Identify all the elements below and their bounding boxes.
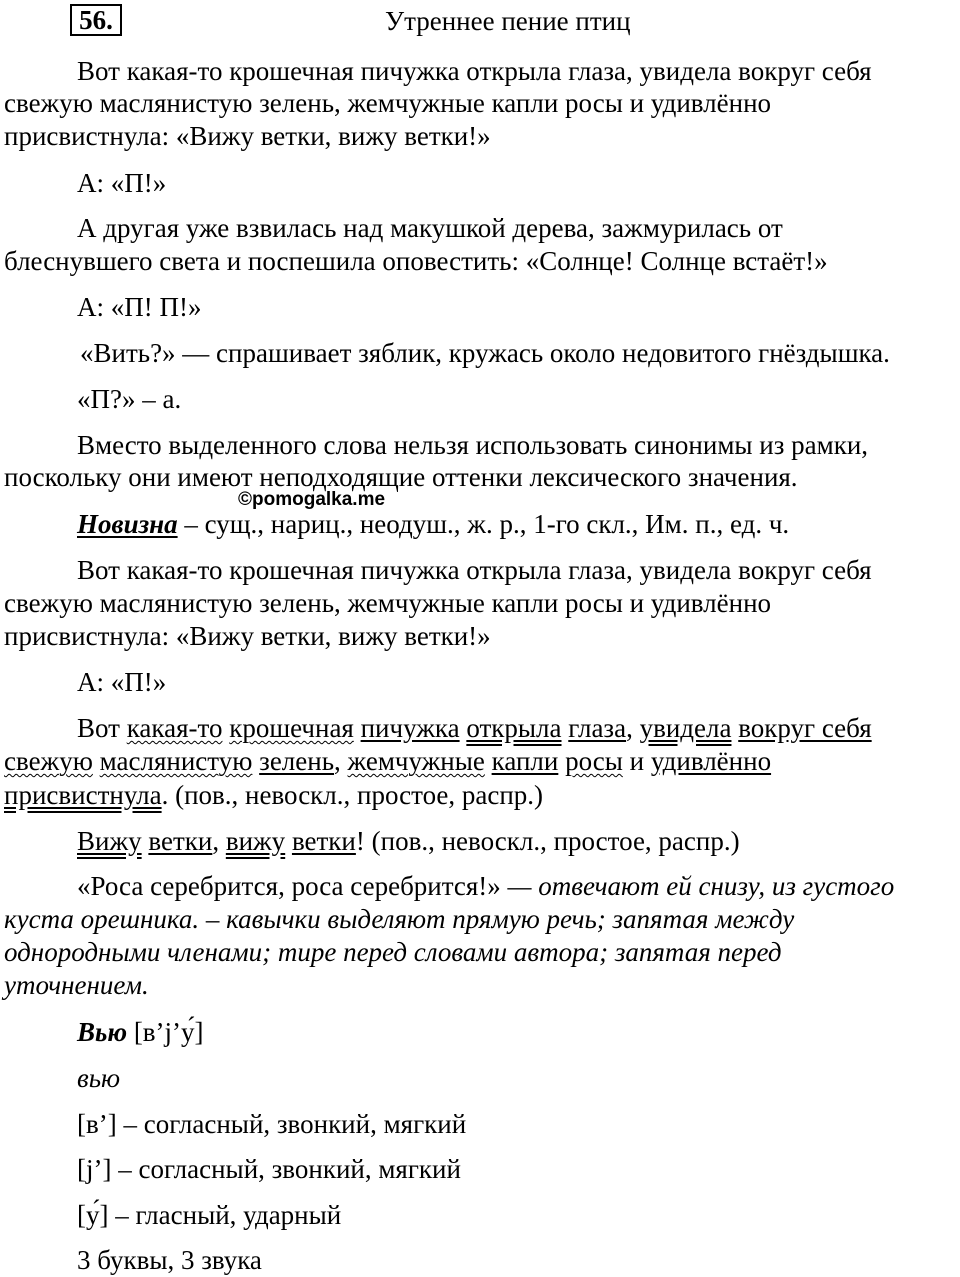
word-modifier: крошечная (229, 713, 354, 743)
text-line: Вот какая-то крошечная пичужка открыла глаза, увидела вокруг себя (77, 555, 872, 585)
text-line: свежую маслянистую зелень, жемчужные капли росы и удивлённо (4, 588, 772, 618)
sound-line: [в’] – согласный, звонкий, мягкий (77, 1109, 467, 1139)
phonetic-word: Вью (77, 1017, 128, 1047)
text-line: «Вить?» — спрашивает зяблик, кружась около недовитого гнёздышка. (80, 338, 890, 368)
answer-line: А: «П! П!» (77, 292, 202, 322)
text-line: присвистнула: «Вижу ветки, вижу ветки!» (4, 121, 491, 151)
answer-line: А: «П!» (77, 667, 167, 697)
parse-line: присвистнула. (пов., невоскл., простое, распр.) (4, 780, 544, 810)
parse-line: Вижу ветки, вижу ветки! (пов., невоскл., простое, распр.) (77, 826, 740, 856)
phonetic-lower: вью (77, 1063, 121, 1093)
word-modifier: какая-то (126, 713, 223, 743)
word: Вот (77, 713, 127, 743)
text-line: поскольку они имеют неподходящие оттенки лексического значения. (4, 462, 798, 492)
word-object: капли (491, 746, 559, 776)
word-adverbial: удивлённо (650, 746, 772, 776)
quote-comment: — отвечают ей снизу, из густого (507, 871, 895, 901)
morph-line (77, 508, 789, 540)
parse-line: Вот какая-то крошечная пичужка открыла глаза, увидела вокруг себя (77, 713, 872, 743)
sound-line: [j’] – согласный, звонкий, мягкий (77, 1154, 461, 1184)
text-line: присвистнула: «Вижу ветки, вижу ветки!» (4, 621, 491, 651)
word-modifier: росы (565, 746, 623, 776)
morph-details: – сущ., нариц., неодуш., ж. р., 1-го скл., Им. п., ед. ч. (177, 509, 790, 539)
quote-comment-line: однородными членами; тире перед словами автора; запятая перед (4, 937, 782, 967)
sound-total: 3 буквы, 3 звука (77, 1245, 262, 1275)
word-predicate: открыла (466, 713, 562, 743)
word-modifier: маслянистую (99, 746, 253, 776)
exercise-number: 56. (70, 4, 122, 36)
word-predicate: увидела (639, 713, 732, 743)
quote-comment-line: куста орешника. – кавычки выделяют прямую речь; запятая между (4, 904, 795, 934)
word-predicate: Вижу (77, 826, 142, 856)
morph-word: Новизна (77, 509, 178, 539)
parse-line: свежую маслянистую зелень, жемчужные капли росы и удивлённо (4, 746, 772, 776)
phonetic-word-line (77, 1016, 204, 1048)
word-modifier: жемчужные (347, 746, 485, 776)
word-predicate: вижу (225, 826, 286, 856)
text-line: Вместо выделенного слова нельзя использовать синонимы из рамки, (77, 430, 869, 460)
quote-text: «Роса серебрится, роса серебрится!» (77, 871, 508, 901)
text-line: А другая уже взвилась над макушкой дерева, зажмурилась от (77, 213, 783, 243)
sound-line: [у́] – гласный, ударный (77, 1200, 342, 1230)
word-object: ветки (148, 826, 213, 856)
word-object: глаза (568, 713, 627, 743)
word-adverbial: вокруг себя (738, 713, 872, 743)
quote-line (77, 870, 894, 902)
text-line: свежую маслянистую зелень, жемчужные капли росы и удивлённо (4, 88, 772, 118)
text-line: блеснувшего света и поспешила оповестить: «Солнце! Солнце встаёт!» (4, 246, 828, 276)
page-title: Утреннее пение птиц (385, 6, 631, 36)
answer-line: «П?» – а. (77, 384, 182, 414)
word-modifier: свежую (4, 746, 93, 776)
answer-line: А: «П!» (77, 168, 167, 198)
word-object: ветки (291, 826, 356, 856)
word-object: зелень (259, 746, 335, 776)
text-line: Вот какая-то крошечная пичужка открыла глаза, увидела вокруг себя (77, 56, 872, 86)
quote-comment-line: уточнением. (4, 970, 149, 1000)
transcription: [в’j’у́] (127, 1017, 204, 1047)
watermark: ©pomogalka.me (238, 489, 386, 510)
word-subject: пичужка (360, 713, 460, 743)
word-predicate: присвистнула (4, 780, 162, 810)
